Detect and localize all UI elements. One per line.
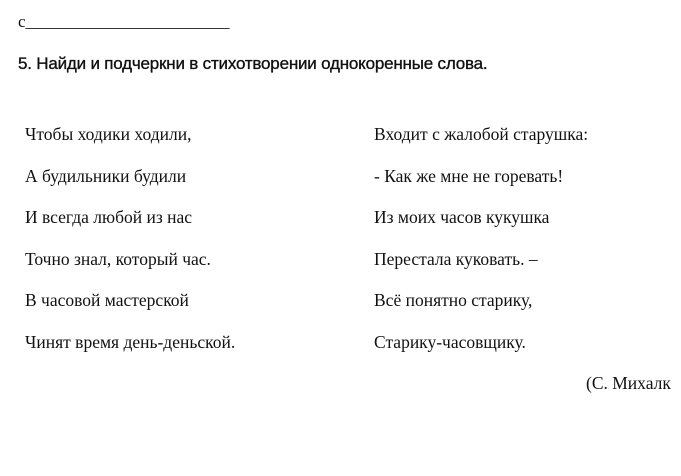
task-heading: 5. Найди и подчеркни в стихотворении однокоренные слова. [18, 54, 488, 73]
poem-line: И всегда любой из нас [25, 207, 193, 228]
poem-line: Из моих часов кукушка [374, 207, 550, 228]
poem-line: Всё понятно старику, [374, 290, 533, 311]
poem-line: А будильники будили [25, 165, 187, 186]
poem-line: Старику-часовщику. [374, 331, 526, 352]
poem-line: Перестала куковать. – [374, 248, 538, 269]
poem-author: (С. Михалк [586, 373, 671, 393]
poem-line: Точно знал, который час. [25, 248, 211, 269]
poem-line: Чинят время день-деньской. [25, 331, 236, 352]
poem-left-column [25, 123, 235, 373]
poem-right-column [374, 123, 588, 373]
top-answer-line: с________________________ [18, 12, 230, 31]
poem-line: В часовой мастерской [25, 290, 189, 311]
poem-line: - Как же мне не горевать! [374, 165, 564, 186]
poem-line: Входит с жалобой старушка: [374, 124, 589, 144]
poem-line: Чтобы ходики ходили, [25, 124, 192, 144]
